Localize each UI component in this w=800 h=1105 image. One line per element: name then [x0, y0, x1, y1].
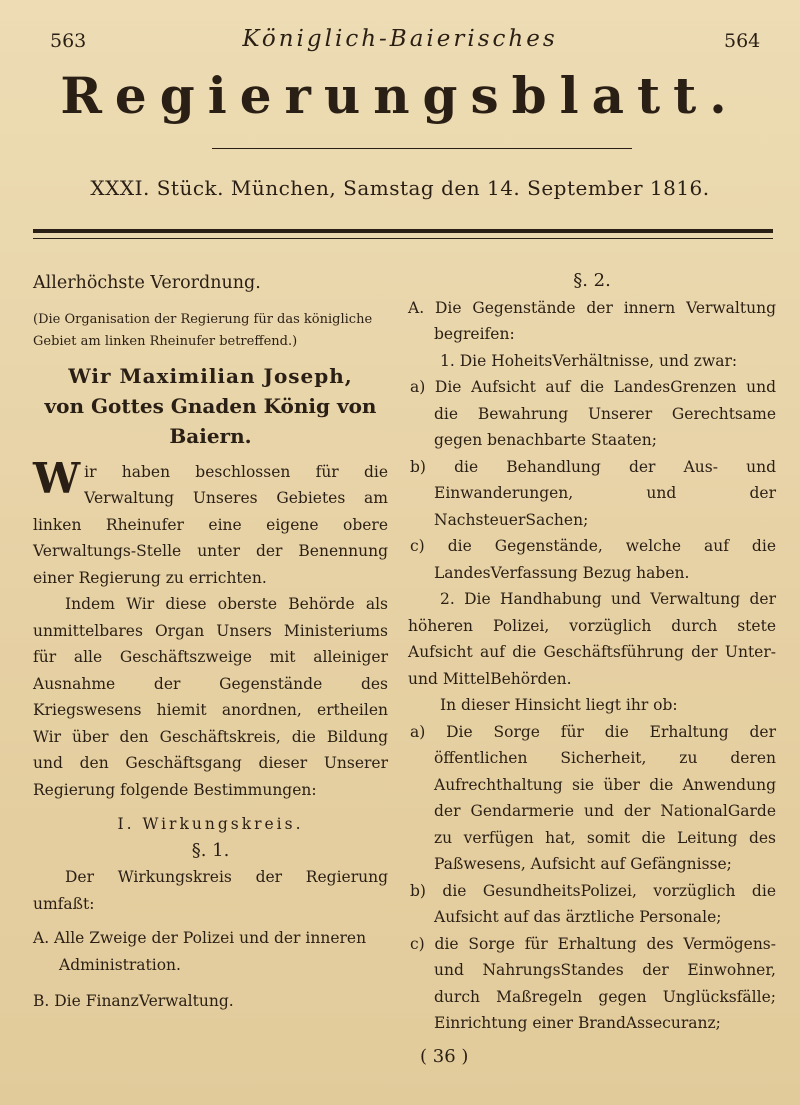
page-number-right: 564: [724, 30, 761, 52]
kingdom-title: Königlich-Baierisches: [242, 26, 558, 52]
sovereign-line-1: Wir Maximilian Joseph,: [68, 363, 353, 388]
paragraph-1: [33, 453, 388, 592]
item-b: B. Die FinanzVerwaltung.: [33, 992, 234, 1010]
issue-line: XXXI. Stück. München, Samstag den 14. September 1816.: [90, 176, 710, 200]
signature-mark: ( 36 ): [420, 1046, 469, 1067]
ordinance-note: (Die Organisation der Regierung für das königliche Gebiet am linken Rheinufer betreffend.): [33, 311, 373, 349]
ordinance-heading: Allerhöchste Verordnung.: [33, 273, 261, 293]
intro-a: A. Die Gegenstände der innern Verwaltung begreifen:: [408, 298, 776, 343]
obligation-b: b) die GesundheitsPolizei, vorzüglich die Aufsicht auf das ärztliche Personale;: [410, 881, 776, 926]
right-column: [408, 268, 776, 1037]
paragraph-3: Der Wirkungskreis der Regierung umfaßt:: [33, 868, 388, 913]
paragraph-2: Indem Wir diese oberste Behörde als unmittelbares Organ Unsers Ministeriums für alle Geschäftszweige mit alleiniger Ausnahme der Gegenstände des Kriegswesens hiemit anordnen, ertheilen Wir über den Geschäftskreis, die Bildung und den Geschäftsgang dieser Unserer Regierung folgende Bestimmungen:: [33, 595, 388, 799]
point-2: 2. Die Handhabung und Verwaltung der höheren Polizei, vorzüglich durch stete Aufsicht auf die Geschäftsführung der Unter- und MittelBehörden.: [408, 590, 776, 688]
item-a: A. Alle Zweige der Polizei und der inneren Administration.: [33, 929, 367, 974]
obligations-intro: In dieser Hinsicht liegt ihr ob:: [440, 696, 678, 714]
title-rule: [212, 148, 632, 149]
sovereign-line-2: von Gottes Gnaden König von Baiern.: [44, 393, 377, 448]
obligation-a: a) Die Sorge für die Erhaltung der öffentlichen Sicherheit, zu deren Aufrechthaltung sie über die Anwendung der Gendarmerie und der NationalGarde zu verfügen hat, somit die Leitung des Paßwesens, Aufsicht auf Gefängnisse;: [410, 722, 776, 873]
paragraph-sign-2: §. 2.: [573, 270, 611, 291]
header-rule-thick: [33, 229, 773, 233]
left-column: [33, 270, 388, 1015]
point-1-a: a) Die Aufsicht auf die LandesGrenzen und die Bewahrung Unserer Gerechtsame gegen benachbarte Staaten;: [410, 378, 776, 449]
page-number-left: 563: [50, 30, 87, 52]
paragraph-1-text: ir haben beschlossen für die Verwaltung Unseres Gebietes am linken Rheinufer eine eigene obere Verwaltungs-Stelle unter der Benennung einer Regierung zu errichten.: [33, 462, 388, 587]
point-1-b: b) die Behandlung der Aus- und Einwanderungen, und der NachsteuerSachen;: [410, 457, 776, 529]
drop-initial: W: [33, 453, 81, 503]
paragraph-sign-1: §. 1.: [191, 839, 230, 861]
obligation-c: c) die Sorge für Erhaltung des Vermögens- und NahrungsStandes der Einwohner, durch Maßregeln gegen Unglücksfälle; Einrichtung einer BrandAssecuranz;: [410, 934, 776, 1032]
gazette-title: Regierungsblatt.: [60, 66, 740, 125]
point-1-c: c) die Gegenstände, welche auf die LandesVerfassung Bezug haben.: [410, 537, 776, 582]
header-rule-thin: [33, 238, 773, 239]
point-1: 1. Die HoheitsVerhältnisse, und zwar:: [440, 351, 738, 370]
section-heading: I. Wirkungskreis.: [117, 815, 304, 833]
